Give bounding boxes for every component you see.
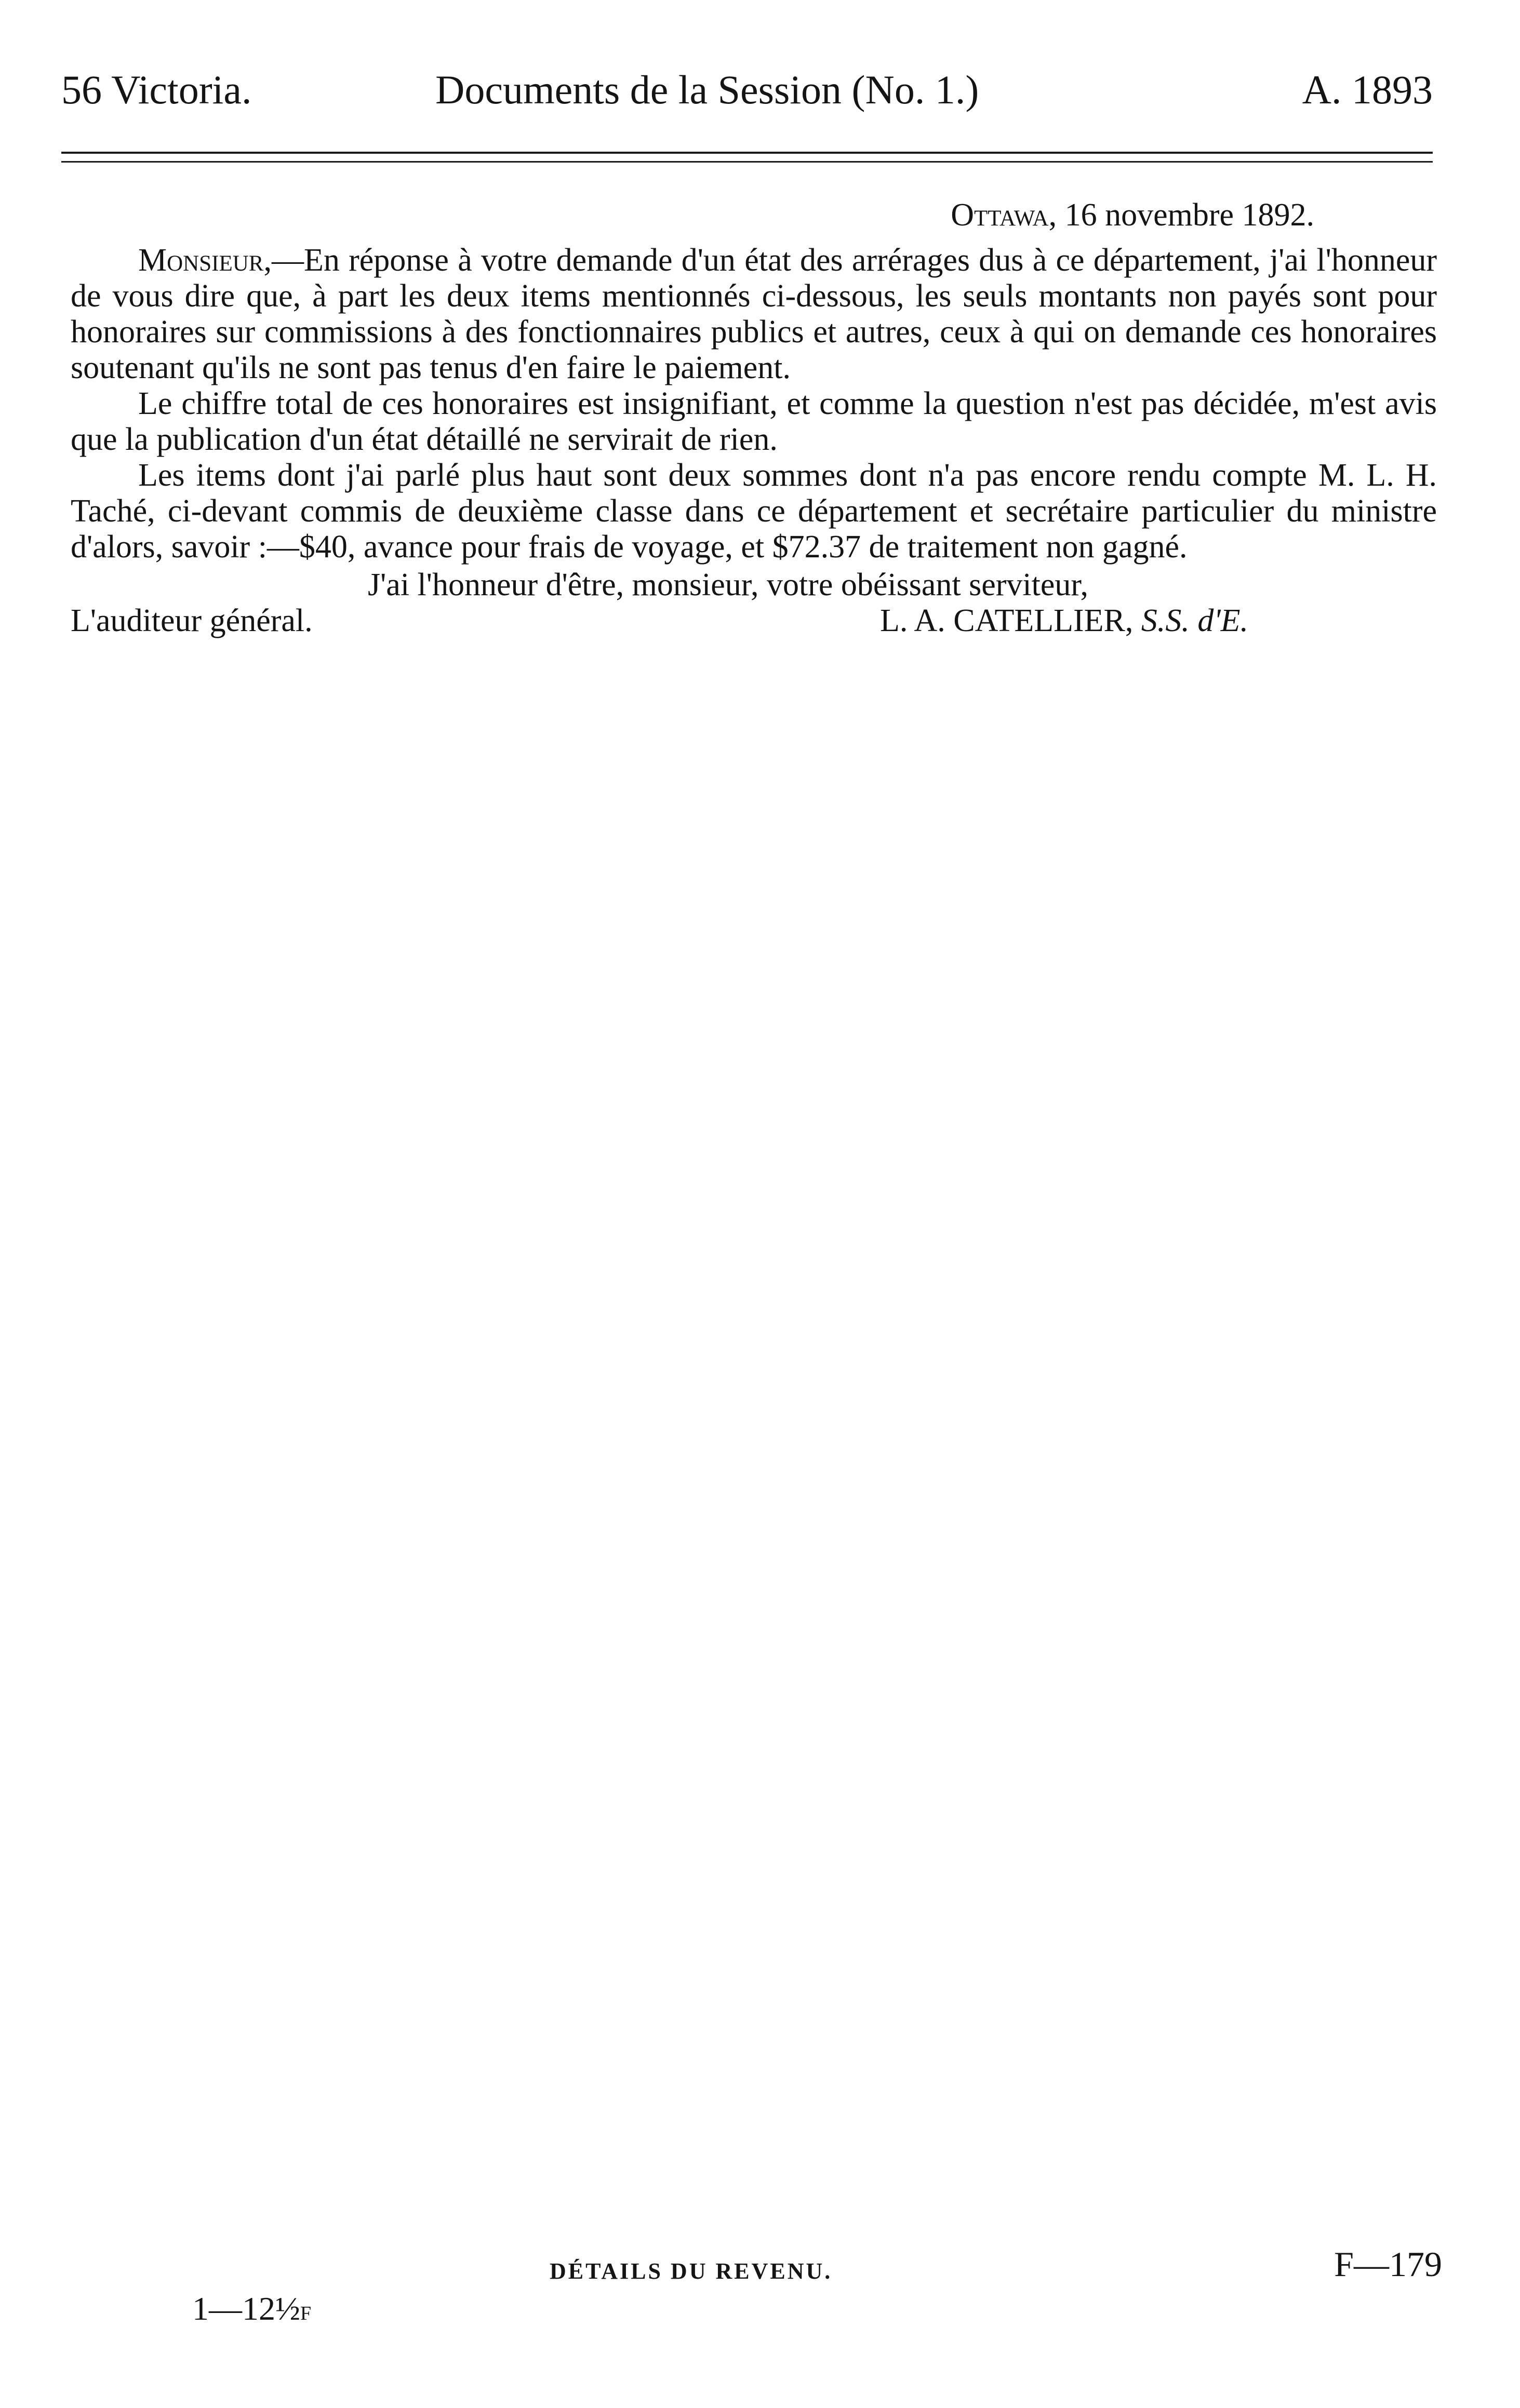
- signer: [880, 603, 1248, 639]
- header-rule-top: [61, 152, 1433, 154]
- salutation: Monsieur: [138, 243, 264, 278]
- footer-signature-suffix: F: [300, 2303, 312, 2324]
- signer-title: S.S. d'E.: [1141, 603, 1248, 638]
- footer-page-number: F—179: [1334, 2244, 1442, 2284]
- footer-signature-number: 1—12½: [192, 2290, 300, 2327]
- header-rule-bottom: [61, 161, 1433, 163]
- footer-signature-mark: [192, 2290, 311, 2328]
- signer-name: L. A. CATELLIER,: [880, 603, 1141, 638]
- closing-formula: J'ai l'honneur d'être, monsieur, votre obéissant serviteur,: [368, 567, 1089, 603]
- dateline-city: Ottawa: [951, 197, 1049, 233]
- paragraph-1-text: ,—En réponse à votre demande d'un état des arrérages dus à ce département, j'ai l'honneur de vous dire que, à part les deux items mentionnés ci-dessous, les seuls montants non payés sont pour honoraires sur commissions à des fonctionnaires publics et autres, ceux à qui on demande ces honoraires soutenant qu'ils ne sont pas tenus d'en faire le paiement.: [71, 243, 1437, 385]
- header-document-title: Documents de la Session (No. 1.): [435, 67, 979, 112]
- paragraph-2: Le chiffre total de ces honoraires est insignifiant, et comme la question n'est pas décidée, m'est avis que la publication d'un état détaillé ne servirait de rien.: [71, 386, 1437, 457]
- header-year: A. 1893: [1302, 67, 1433, 112]
- footer-section-title: DÉTAILS DU REVENU.: [550, 2258, 833, 2284]
- dateline: [71, 197, 1437, 233]
- header-year-reign: 56 Victoria.: [61, 67, 252, 112]
- running-header: [61, 61, 1433, 118]
- paragraph-1: [71, 243, 1437, 386]
- signature-line: [71, 603, 1437, 640]
- paragraph-3: Les items dont j'ai parlé plus haut sont deux sommes dont n'a pas encore rendu compte M. L. H. Taché, ci-devant commis de deuxième classe dans ce département et secrétaire particulier du ministre d'alors, savoir :—$40, avance pour frais de voyage, et $72.37 de traitement non gagné.: [71, 458, 1437, 565]
- addressee: L'auditeur général.: [71, 603, 313, 638]
- dateline-date: , 16 novembre 1892.: [1048, 197, 1314, 233]
- letter-body: [71, 197, 1437, 640]
